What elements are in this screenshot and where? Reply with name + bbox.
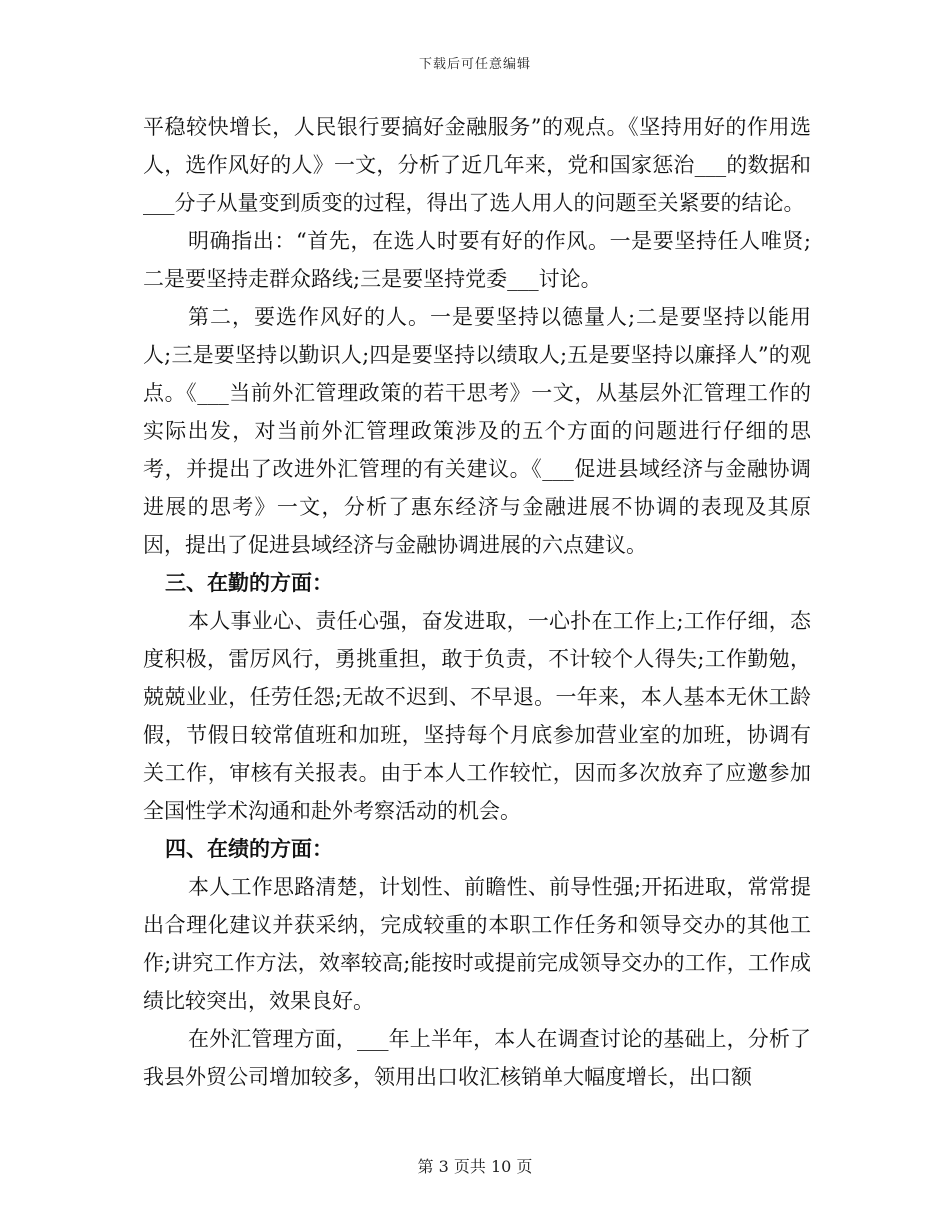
paragraph-2: 明确指出：“首先，在选人时要有好的作风。一是要坚持任人唯贤;二是要坚持走群众路线;三是要坚持党委___讨论。 <box>143 229 811 291</box>
document-body <box>143 108 811 1096</box>
section-heading-4: 四、在绩的方面： <box>165 836 333 861</box>
page-number: 第 3 页共 10 页 <box>417 1157 533 1176</box>
paragraph-6: 在外汇管理方面，___年上半年，本人在调查讨论的基础上，分析了我县外贸公司增加较多，领用出口收汇核销单大幅度增长，出口额 <box>143 1027 811 1089</box>
paragraph-1: 平稳较快增长，人民银行要搞好金融服务”的观点。《坚持用好的作用选人，选作风好的人》一文，分析了近几年来，党和国家惩治___的数据和___分子从量变到质变的过程，得出了选人用人的问题至关紧要的结论。 <box>143 115 811 215</box>
paragraph-3: 第二，要选作风好的人。一是要坚持以德量人;二是要坚持以能用人;三是要坚持以勤识人;四是要坚持以绩取人;五是要坚持以廉择人”的观点。《___当前外汇管理政策的若干思考》一文，从基层外汇管理工作的实际出发，对当前外汇管理政策涉及的五个方面的问题进行仔细的思考，并提出了改进外汇管理的有关建议。《___促进县域经济与金融协调进展的思考》一文，分析了惠东经济与金融进展不协调的表现及其原因，提出了促进县域经济与金融协调进展的六点建议。 <box>143 305 811 557</box>
paragraph-5: 本人工作思路清楚，计划性、前瞻性、前导性强;开拓进取，常常提出合理化建议并获采纳，完成较重的本职工作任务和领导交办的其他工作;讲究工作方法，效率较高;能按时或提前完成领导交办的工作，工作成绩比较突出，效果良好。 <box>143 875 811 1013</box>
section-heading-3: 三、在勤的方面： <box>165 570 333 595</box>
paragraph-4: 本人事业心、责任心强，奋发进取，一心扑在工作上;工作仔细，态度积极，雷厉风行，勇挑重担，敢于负责，不计较个人得失;工作勤勉，兢兢业业，任劳任怨;无故不迟到、不早退。一年来，本人基本无休工龄假，节假日较常值班和加班，坚持每个月底参加营业室的加班，协调有关工作，审核有关报表。由于本人工作较忙，因而多次放弃了应邀参加全国性学术沟通和赴外考察活动的机会。 <box>143 609 811 823</box>
header-note: 下载后可任意编辑 <box>418 57 531 72</box>
